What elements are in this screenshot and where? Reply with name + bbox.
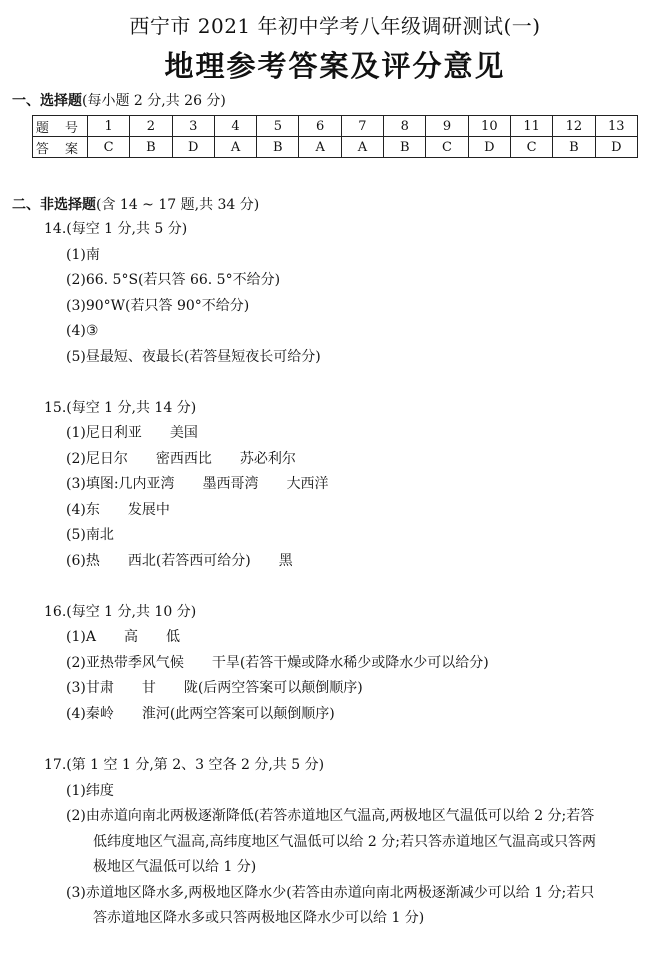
q14-heading: 14.(每空 1 分,共 5 分) — [44, 221, 188, 237]
table-cell: 10 — [468, 116, 510, 137]
q14-answer-1: (1)南 — [66, 247, 100, 263]
table-cell: D — [172, 137, 214, 158]
answer-text: (4)东 — [66, 502, 100, 518]
q14-answer-3: (3)90°W(若只答 90°不给分) — [66, 298, 250, 314]
q15-answer-2 — [66, 449, 296, 469]
table-cell: D — [468, 137, 510, 158]
answer-text: 苏必利尔 — [239, 451, 296, 467]
table-cell: B — [553, 137, 595, 158]
q15-answer-6 — [66, 551, 293, 571]
table-cell: C — [510, 137, 552, 158]
table-cell: 8 — [384, 116, 426, 137]
q17-answer-3-line-2: 答赤道地区降水多或只答两极地区降水少可以给 1 分) — [93, 910, 425, 926]
q14-answer-5: (5)昼最短、夜最长(若答昼短夜长可给分) — [66, 349, 321, 365]
section2-heading: 二、非选择题 — [12, 197, 96, 213]
answer-text: 陇(后两空答案可以颠倒顺序) — [183, 680, 363, 696]
q17-heading: 17.(第 1 空 1 分,第 2、3 空各 2 分,共 5 分) — [44, 757, 325, 773]
answer-text: (3)甘肃 — [66, 680, 114, 696]
table-cell: B — [130, 137, 172, 158]
q15-answer-5: (5)南北 — [66, 527, 114, 543]
q17-answer-2-line-1: (2)由赤道向南北两极逐渐降低(若答赤道地区气温高,两极地区气温低可以给 2 分;若答 — [66, 808, 595, 824]
table-cell: 3 — [172, 116, 214, 137]
table-cell: B — [384, 137, 426, 158]
q15-answer-1 — [66, 423, 198, 443]
row-label-question: 题 号 — [33, 116, 88, 137]
table-cell: D — [595, 137, 637, 158]
table-cell: 9 — [426, 116, 468, 137]
answer-text: (4)秦岭 — [66, 706, 114, 722]
table-cell: A — [214, 137, 256, 158]
q17-answer-2-line-3: 极地区气温低可以给 1 分) — [93, 859, 257, 875]
q14-answer-2: (2)66. 5°S(若只答 66. 5°不给分) — [66, 272, 281, 288]
table-cell: 5 — [257, 116, 299, 137]
q16-heading: 16.(每空 1 分,共 10 分) — [44, 604, 197, 620]
section1-note: (每小题 2 分,共 26 分) — [82, 93, 226, 109]
section1-heading-line — [12, 90, 226, 110]
answer-row — [33, 137, 638, 158]
q17-answer-3-line-1: (3)赤道地区降水多,两极地区降水少(若答由赤道向南北两极逐渐减少可以给 1 分;若只 — [66, 885, 595, 901]
page-title: 地理参考答案及评分意见 — [164, 49, 506, 83]
answer-text: (1)尼日利亚 — [66, 425, 142, 441]
q15-answer-4 — [66, 500, 170, 520]
table-cell: A — [299, 137, 341, 158]
section1-heading: 一、选择题 — [12, 93, 82, 109]
answer-table — [32, 115, 638, 158]
answer-text: 干旱(若答干燥或降水稀少或降水少可以给分) — [211, 655, 489, 671]
answer-text: 淮河(此两空答案可以颠倒顺序) — [141, 706, 335, 722]
q14-answer-4: (4)③ — [66, 323, 99, 339]
answer-text: 大西洋 — [286, 476, 329, 492]
section2-heading-line — [12, 194, 259, 214]
table-cell: 11 — [510, 116, 552, 137]
table-cell: 12 — [553, 116, 595, 137]
answer-text: (1)A — [66, 629, 96, 645]
table-cell: 2 — [130, 116, 172, 137]
table-cell: 7 — [341, 116, 383, 137]
q16-answer-1 — [66, 627, 180, 647]
answer-text: 发展中 — [127, 502, 170, 518]
table-cell: 1 — [88, 116, 130, 137]
answer-text: 高 — [123, 629, 138, 645]
exam-title: 西宁市 2021 年初中学考八年级调研测试(一) — [129, 14, 541, 38]
q15-heading: 15.(每空 1 分,共 14 分) — [44, 400, 197, 416]
answer-text: (2)亚热带季风气候 — [66, 655, 184, 671]
q16-answer-4 — [66, 704, 335, 724]
section2-note: (含 14 ~ 17 题,共 34 分) — [96, 197, 260, 213]
table-cell: C — [426, 137, 468, 158]
answer-text: 低 — [165, 629, 180, 645]
table-cell: 4 — [214, 116, 256, 137]
table-cell: B — [257, 137, 299, 158]
table-cell: 13 — [595, 116, 637, 137]
answer-text: 墨西哥湾 — [202, 476, 259, 492]
table-cell: A — [341, 137, 383, 158]
table-cell: C — [88, 137, 130, 158]
answer-text: 黑 — [278, 553, 293, 569]
answer-text: 甘 — [141, 680, 156, 696]
row-label-answer: 答 案 — [33, 137, 88, 158]
q15-answer-3 — [66, 474, 329, 494]
answer-text: (6)热 — [66, 553, 100, 569]
table-cell: 6 — [299, 116, 341, 137]
answer-text: 美国 — [169, 425, 198, 441]
q17-answer-2-line-2: 低纬度地区气温高,高纬度地区气温低可以给 2 分;若只答赤道地区气温高或只答两 — [93, 834, 596, 850]
answer-text: (3)填图:几内亚湾 — [66, 476, 175, 492]
answer-text: 西北(若答西可给分) — [127, 553, 251, 569]
q16-answer-2 — [66, 653, 489, 673]
q17-answer-1: (1)纬度 — [66, 783, 114, 799]
answer-text: (2)尼日尔 — [66, 451, 128, 467]
question-number-row — [33, 116, 638, 137]
answer-text: 密西西比 — [155, 451, 212, 467]
q16-answer-3 — [66, 678, 363, 698]
